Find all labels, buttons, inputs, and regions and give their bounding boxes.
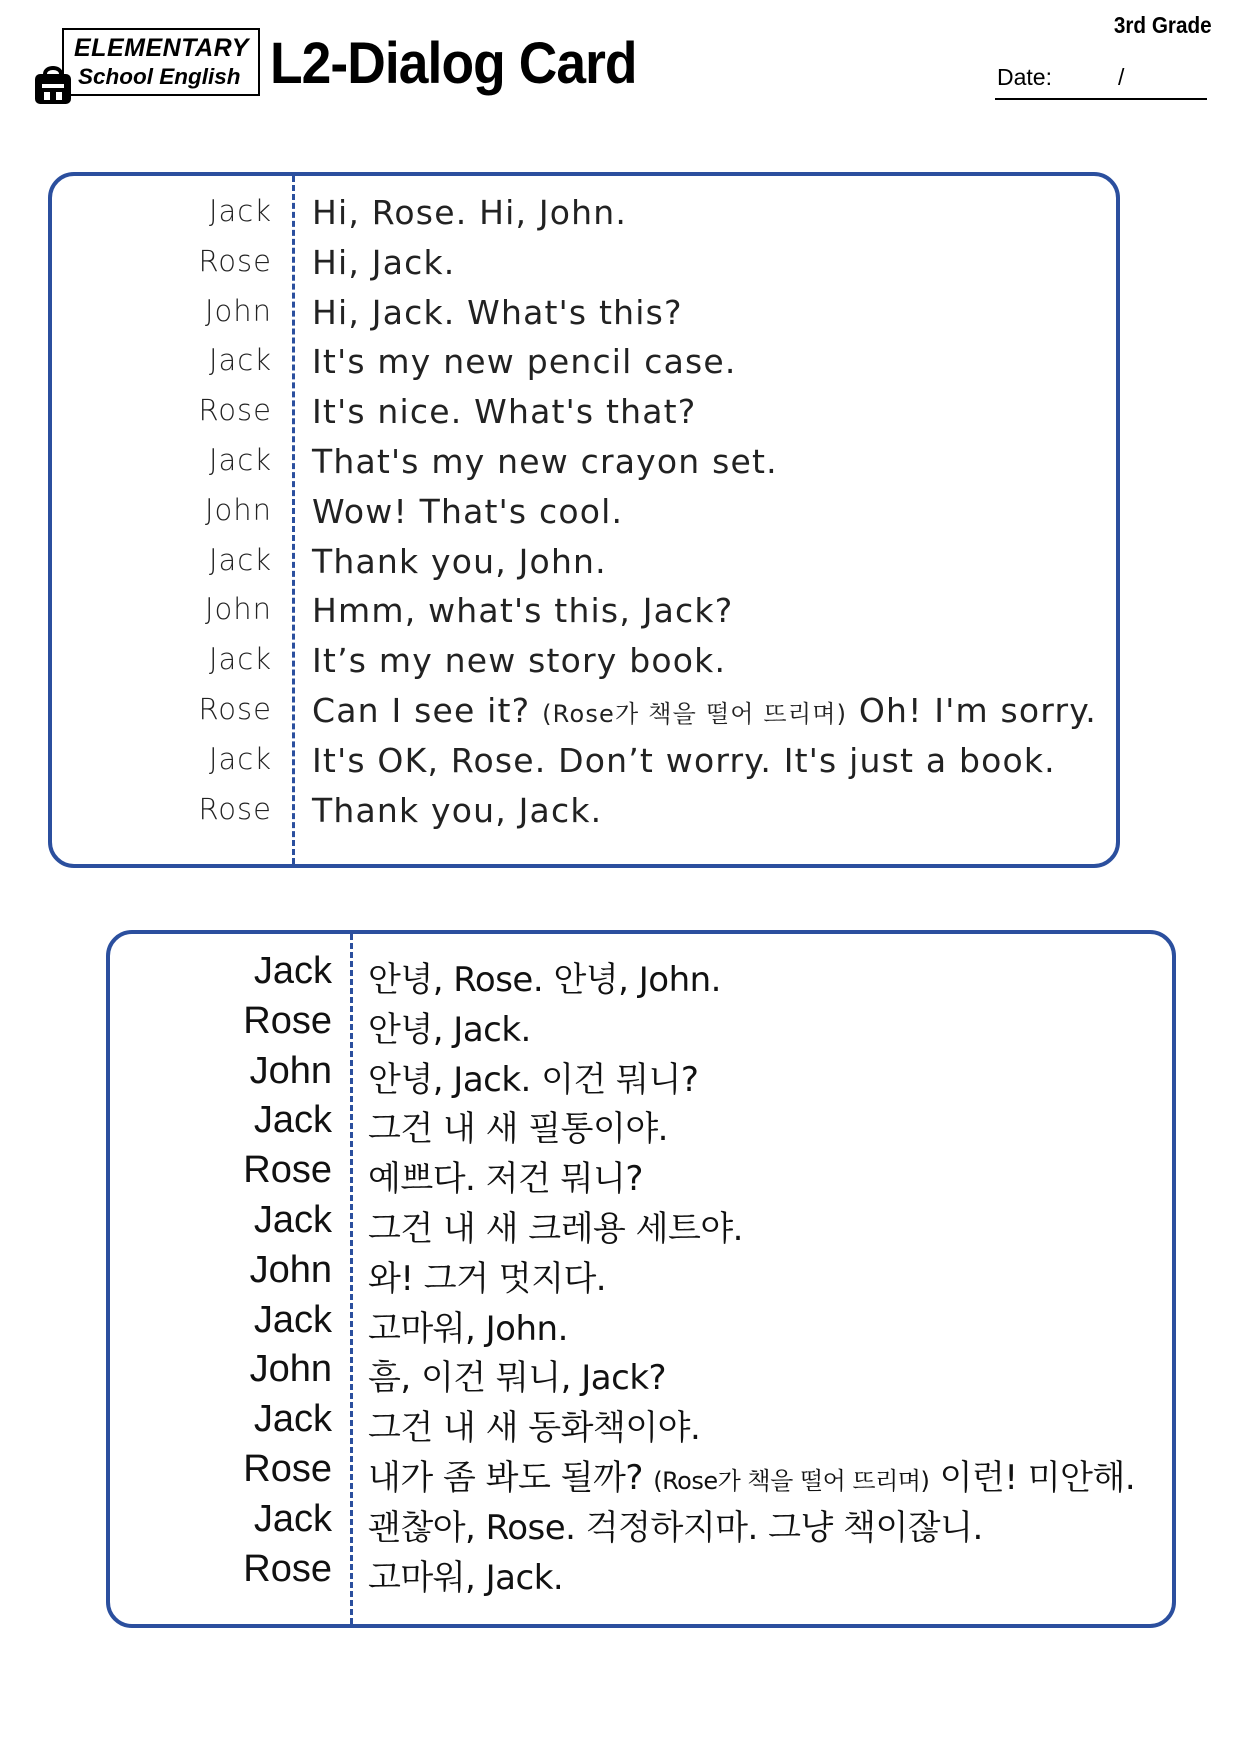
dialog-row	[110, 1448, 1172, 1498]
date-underline	[995, 98, 1207, 100]
dialog-line	[368, 1052, 698, 1101]
korean-dialog-card	[106, 930, 1176, 1628]
dialog-text: Wow! That's cool.	[312, 491, 624, 531]
dialog-text: That's my new crayon set.	[312, 442, 778, 481]
dialog-line	[312, 243, 455, 282]
logo-line-1: ELEMENTARY	[74, 34, 249, 62]
english-dialog-card	[48, 172, 1120, 868]
dialog-row	[110, 1348, 1172, 1398]
dialog-text: Hi, Jack.	[312, 242, 456, 282]
dialog-row	[110, 1050, 1172, 1100]
dialog-text: 고마워, Jack.	[368, 1557, 564, 1598]
dialog-text: 와! 그거 멋지다.	[368, 1258, 607, 1299]
dialog-text: It's OK, Rose. Don’t worry. It's just a book.	[312, 740, 1056, 780]
dialog-text-after: Oh! I'm sorry.	[858, 691, 1097, 730]
speaker-name: Jack	[253, 1398, 332, 1441]
dialog-text: 그건 내 새 필통이야.	[368, 1109, 668, 1150]
page-title: L2-Dialog Card	[270, 31, 637, 96]
dialog-text: 고마워, John.	[368, 1308, 568, 1349]
dialog-row	[110, 1149, 1172, 1199]
dialog-row	[110, 1299, 1172, 1349]
dialog-line	[312, 542, 607, 581]
grade-label: 3rd Grade	[1114, 12, 1212, 38]
dialog-line	[368, 1350, 666, 1399]
dialog-row	[52, 194, 1116, 244]
dialog-line	[312, 342, 737, 381]
dialog-text: Hi, Jack. What's this?	[312, 292, 683, 332]
dialog-line	[368, 1151, 643, 1200]
speaker-name: John	[204, 492, 272, 527]
speaker-name: John	[249, 1348, 332, 1391]
speaker-name: Jack	[208, 542, 272, 577]
speaker-name: Jack	[253, 1099, 332, 1142]
dialog-text: Can I see it?	[312, 691, 531, 730]
dialog-line	[368, 1500, 983, 1549]
dialog-text: Thank you, John.	[312, 541, 607, 581]
stage-direction: (Rose가 책을 떨어 뜨리며)	[542, 700, 848, 728]
dialog-row	[110, 1199, 1172, 1249]
speaker-name: Rose	[198, 393, 272, 428]
speaker-name: John	[249, 1248, 332, 1291]
speaker-name: Jack	[253, 1298, 332, 1341]
speaker-name: John	[204, 293, 272, 328]
speaker-name: Rose	[198, 692, 272, 726]
dialog-line	[312, 641, 726, 680]
speaker-name: Rose	[198, 791, 272, 826]
dialog-row	[52, 792, 1116, 842]
dialog-text: 그건 내 새 크레용 세트야.	[368, 1209, 743, 1249]
dialog-row	[110, 1398, 1172, 1448]
dialog-text-after: 이런! 미안해.	[939, 1458, 1136, 1498]
speaker-name: Rose	[243, 1149, 332, 1192]
dialog-row	[52, 244, 1116, 294]
speaker-name: Jack	[208, 194, 272, 228]
dialog-line	[312, 193, 627, 232]
dialog-row	[110, 950, 1172, 1000]
dialog-row	[52, 543, 1116, 593]
speaker-name: Jack	[253, 1497, 332, 1540]
dialog-line	[368, 1550, 563, 1599]
speaker-name: Rose	[243, 1547, 332, 1590]
dialog-row	[110, 1548, 1172, 1598]
speaker-name: Jack	[208, 343, 272, 378]
dialog-text: It's my new pencil case.	[312, 342, 737, 382]
dialog-row	[52, 393, 1116, 443]
dialog-line	[312, 293, 683, 332]
school-bag-icon	[32, 62, 74, 106]
date-label: Date:	[997, 64, 1052, 90]
dialog-line	[368, 1101, 668, 1150]
logo	[62, 28, 260, 96]
speaker-name: Jack	[208, 642, 272, 677]
dialog-row	[52, 742, 1116, 792]
dialog-text: 내가 좀 봐도 될까?	[368, 1458, 643, 1498]
dialog-row	[110, 1000, 1172, 1050]
speaker-name: John	[204, 592, 272, 627]
dialog-line	[368, 1400, 700, 1449]
dialog-row	[110, 1249, 1172, 1299]
dialog-text: 예쁘다. 저건 뭐니?	[368, 1159, 643, 1200]
dialog-row	[52, 343, 1116, 393]
date-separator: /	[1118, 64, 1125, 90]
dialog-row	[52, 493, 1116, 543]
speaker-name: Rose	[198, 243, 272, 278]
dialog-text: Hmm, what's this, Jack?	[312, 591, 734, 631]
dialog-line	[312, 691, 1097, 730]
dialog-line	[368, 1301, 568, 1350]
dialog-text: 그건 내 새 동화책이야.	[368, 1408, 701, 1449]
speaker-name: Jack	[253, 1199, 332, 1241]
dialog-text: 흠, 이건 뭐니, Jack?	[368, 1358, 667, 1399]
dialog-text: 안녕, Rose. 안녕, John.	[368, 960, 721, 1000]
dialog-row	[52, 294, 1116, 344]
speaker-name: Jack	[208, 741, 272, 776]
dialog-line	[368, 1251, 606, 1300]
dialog-line	[312, 791, 602, 830]
logo-line-2: School English	[78, 64, 241, 89]
dialog-line	[368, 1450, 1135, 1499]
dialog-line	[312, 492, 623, 531]
speaker-name: Jack	[208, 443, 272, 477]
dialog-line	[312, 591, 733, 630]
dialog-line	[312, 741, 1056, 780]
dialog-text: 안녕, Jack. 이건 뭐니?	[368, 1059, 699, 1100]
dialog-row	[110, 1498, 1172, 1548]
dialog-row	[52, 592, 1116, 642]
dialog-text: Hi, Rose. Hi, John.	[312, 193, 628, 232]
dialog-text: It’s my new story book.	[312, 641, 727, 681]
dialog-line	[312, 442, 778, 481]
dialog-row	[52, 642, 1116, 692]
dialog-text: 안녕, Jack.	[368, 1009, 531, 1050]
dialog-line	[312, 392, 697, 431]
dialog-text: Thank you, Jack.	[312, 790, 603, 830]
speaker-name: Rose	[243, 1448, 332, 1490]
dialog-row	[52, 443, 1116, 493]
dialog-text: It's nice. What's that?	[312, 392, 697, 432]
stage-direction: (Rose가 책을 떨어 뜨리며)	[653, 1467, 930, 1495]
speaker-name: Rose	[243, 999, 332, 1042]
dialog-line	[368, 952, 721, 1001]
dialog-text: 괜찮아, Rose. 걱정하지마. 그냥 책이잖니.	[368, 1507, 983, 1548]
dialog-row	[110, 1099, 1172, 1149]
dialog-line	[368, 1002, 531, 1051]
speaker-name: John	[249, 1049, 332, 1092]
dialog-row	[52, 692, 1116, 742]
speaker-name: Jack	[253, 950, 332, 992]
dialog-line	[368, 1201, 743, 1250]
